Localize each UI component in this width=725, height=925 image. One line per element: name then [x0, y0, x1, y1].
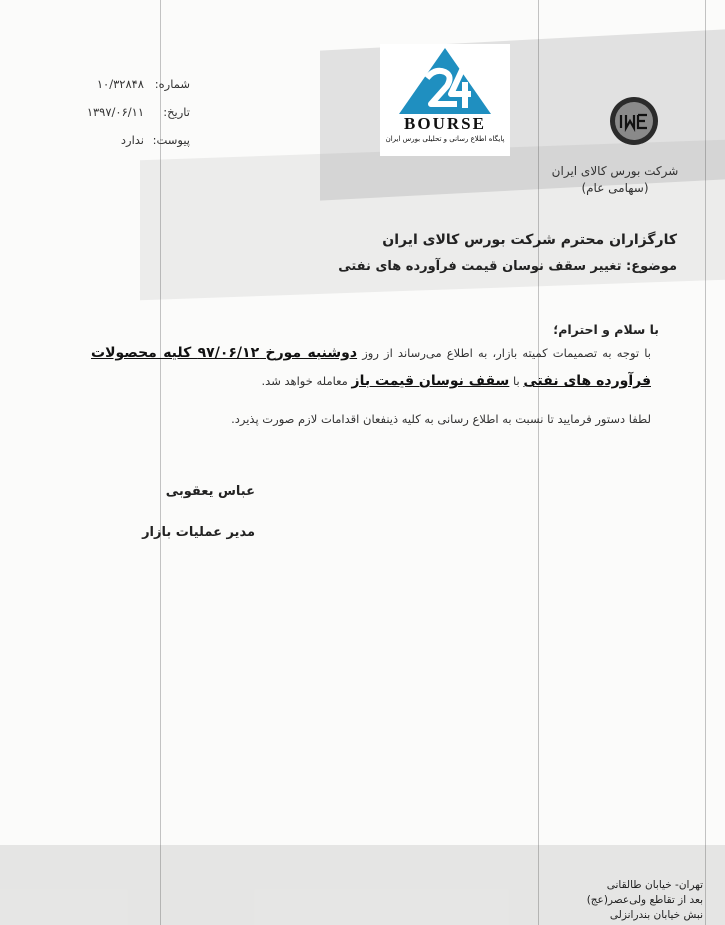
paragraph-1-highlight-date: دوشنبه مورخ ۹۷/۰۶/۱۲ کلیه محصولات فرآورده های نفتی — [91, 345, 651, 389]
bourse-brand-text: BOURSE — [404, 114, 486, 133]
reference-attachment-label: پیوست: — [152, 133, 190, 147]
ime-emblem-icon — [608, 95, 660, 147]
letter-paragraph-1 — [91, 339, 651, 395]
paragraph-1-text-a: با توجه به تصمیمات کمیته بازار، به اطلاع می‌رساند از روز — [362, 346, 651, 360]
company-block — [525, 163, 705, 197]
paragraph-1-text-b: با — [512, 374, 520, 388]
scan-line — [705, 0, 706, 925]
footer-address-line-2: بعد از تقاطع ولی‌عصر(عج) — [586, 894, 703, 906]
letter-subject: موضوع: تغییر سقف نوسان قیمت فرآورده های نفتی — [338, 259, 677, 274]
reference-number-value: ۱۰/۳۲۸۴۸ — [96, 77, 144, 91]
footer-address — [587, 878, 703, 923]
company-type: (سهامی عام) — [581, 181, 649, 195]
paragraph-1-highlight-cap: سقف نوسان قیمت باز — [351, 373, 510, 389]
reference-date-label: تاریخ: — [163, 105, 190, 119]
reference-number-row — [60, 70, 190, 98]
signer-title: مدیر عملیات بازار — [142, 525, 255, 540]
letter-greeting: با سلام و احترام؛ — [553, 322, 659, 337]
reference-attachment-row — [60, 126, 190, 154]
reference-date-value: ۱۳۹۷/۰۶/۱۱ — [86, 105, 144, 119]
reference-date-row — [60, 98, 190, 126]
letter-addressee: کارگزاران محترم شرکت بورس کالای ایران — [382, 232, 677, 248]
bourse-tagline: پایگاه اطلاع رسانی و تحلیلی بورس ایران — [385, 135, 505, 143]
paragraph-1-text-c: معامله خواهد شد. — [261, 374, 348, 388]
footer-address-line-3: نبش خیابان بندرانزلی — [609, 909, 703, 921]
signer-name: عباس یعقوبی — [165, 484, 255, 499]
company-name: شرکت بورس کالای ایران — [551, 164, 679, 178]
reference-block — [60, 70, 190, 154]
bourse-triangle-icon — [397, 46, 493, 116]
letter-paragraph-2: لطفا دستور فرمایید تا نسبت به اطلاع رسانی به کلیه ذینفعان اقدامات لازم صورت پذیرد. — [231, 412, 651, 426]
reference-attachment-value: ندارد — [120, 133, 144, 147]
bourse-watermark-logo — [380, 44, 510, 156]
reference-number-label: شماره: — [154, 77, 190, 91]
scan-line — [538, 0, 539, 925]
footer-address-line-1: تهران- خیابان طالقانی — [606, 879, 703, 891]
